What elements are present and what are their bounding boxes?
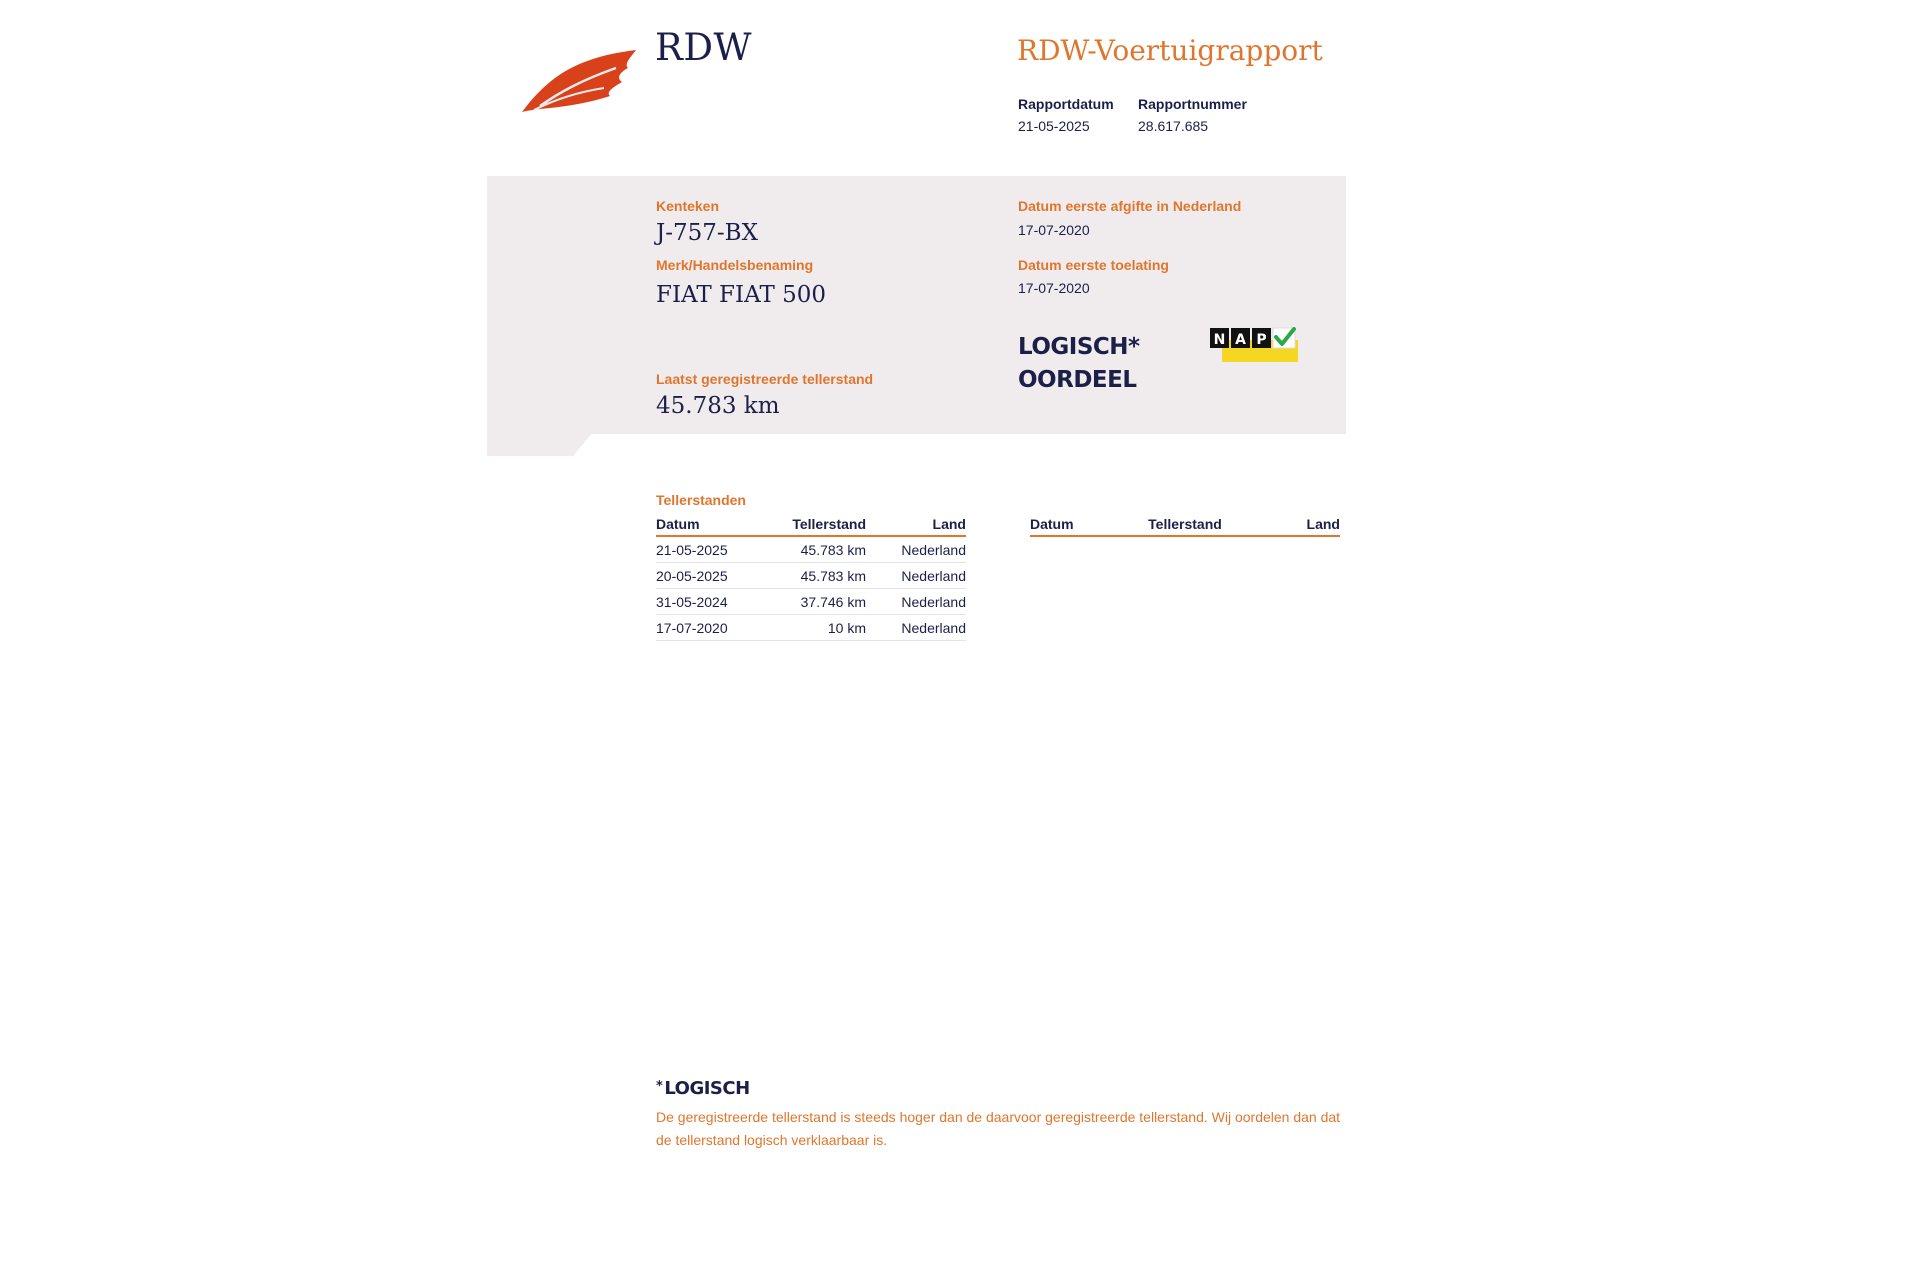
nap-letter-a: A <box>1235 332 1246 348</box>
odometer-table-right <box>1030 514 1340 537</box>
make-value: FIAT FIAT 500 <box>656 282 826 308</box>
report-date-label: Rapportdatum <box>1018 96 1114 112</box>
first-issue-nl-label: Datum eerste afgifte in Nederland <box>1018 198 1242 214</box>
table-row <box>656 536 966 563</box>
nap-badge-icon <box>1210 326 1300 364</box>
odometer-section-label: Tellerstanden <box>656 492 746 508</box>
table-row <box>656 589 966 615</box>
footnote-title <box>656 1078 750 1099</box>
row-date: 20-05-2025 <box>656 563 756 589</box>
row-country: Nederland <box>866 563 966 589</box>
report-date-value: 21-05-2025 <box>1018 118 1090 134</box>
panel-notch-shape <box>487 432 593 456</box>
table-row <box>656 615 966 641</box>
table-row <box>656 563 966 589</box>
report-number-label: Rapportnummer <box>1138 96 1247 112</box>
first-admission-value: 17-07-2020 <box>1018 280 1090 296</box>
row-country: Nederland <box>866 589 966 615</box>
footnote-text: De geregistreerde tellerstand is steeds hoger dan de daarvoor geregistreerde tellerstand. Wij oordelen dan dat de tellerstand logisch verklaarbaar is. <box>656 1109 1341 1148</box>
table-header-row <box>1030 514 1340 536</box>
verdict-line-1: LOGISCH* <box>1018 334 1140 360</box>
row-date: 17-07-2020 <box>656 615 756 641</box>
first-admission-label: Datum eerste toelating <box>1018 257 1169 273</box>
row-country: Nederland <box>866 615 966 641</box>
plate-value: J-757-BX <box>656 220 758 246</box>
row-odometer: 45.783 km <box>756 563 866 589</box>
row-odometer: 37.746 km <box>756 589 866 615</box>
odometer-label: Laatst geregistreerde tellerstand <box>656 371 874 387</box>
column-header-odometer: Tellerstand <box>1110 514 1260 536</box>
row-date: 31-05-2024 <box>656 589 756 615</box>
vehicle-info-panel <box>487 176 1346 434</box>
column-header-country: Land <box>1260 514 1340 536</box>
odometer-value: 45.783 km <box>656 393 780 419</box>
make-label: Merk/Handelsbenaming <box>656 257 814 273</box>
table-header-row <box>656 514 966 536</box>
verdict-line-2: OORDEEL <box>1018 367 1137 393</box>
rdw-feather-logo-icon <box>520 48 638 116</box>
nap-letter-p: P <box>1256 332 1267 348</box>
footnote-title-text: LOGISCH <box>664 1078 750 1099</box>
odometer-table-left <box>656 514 966 641</box>
first-issue-nl-value: 17-07-2020 <box>1018 222 1090 238</box>
column-header-date: Datum <box>656 514 756 536</box>
row-odometer: 10 km <box>756 615 866 641</box>
footnote-star: * <box>656 1079 663 1094</box>
report-title: RDW-Voertuigrapport <box>1017 34 1323 67</box>
column-header-date: Datum <box>1030 514 1110 536</box>
row-odometer: 45.783 km <box>756 536 866 563</box>
verdict-text <box>1018 331 1140 397</box>
column-header-country: Land <box>866 514 966 536</box>
plate-label: Kenteken <box>656 198 720 214</box>
row-country: Nederland <box>866 536 966 563</box>
nap-letter-n: N <box>1213 332 1226 348</box>
column-header-odometer: Tellerstand <box>756 514 866 536</box>
organization-name: RDW <box>655 26 753 69</box>
report-number-value: 28.617.685 <box>1138 118 1209 134</box>
row-date: 21-05-2025 <box>656 536 756 563</box>
